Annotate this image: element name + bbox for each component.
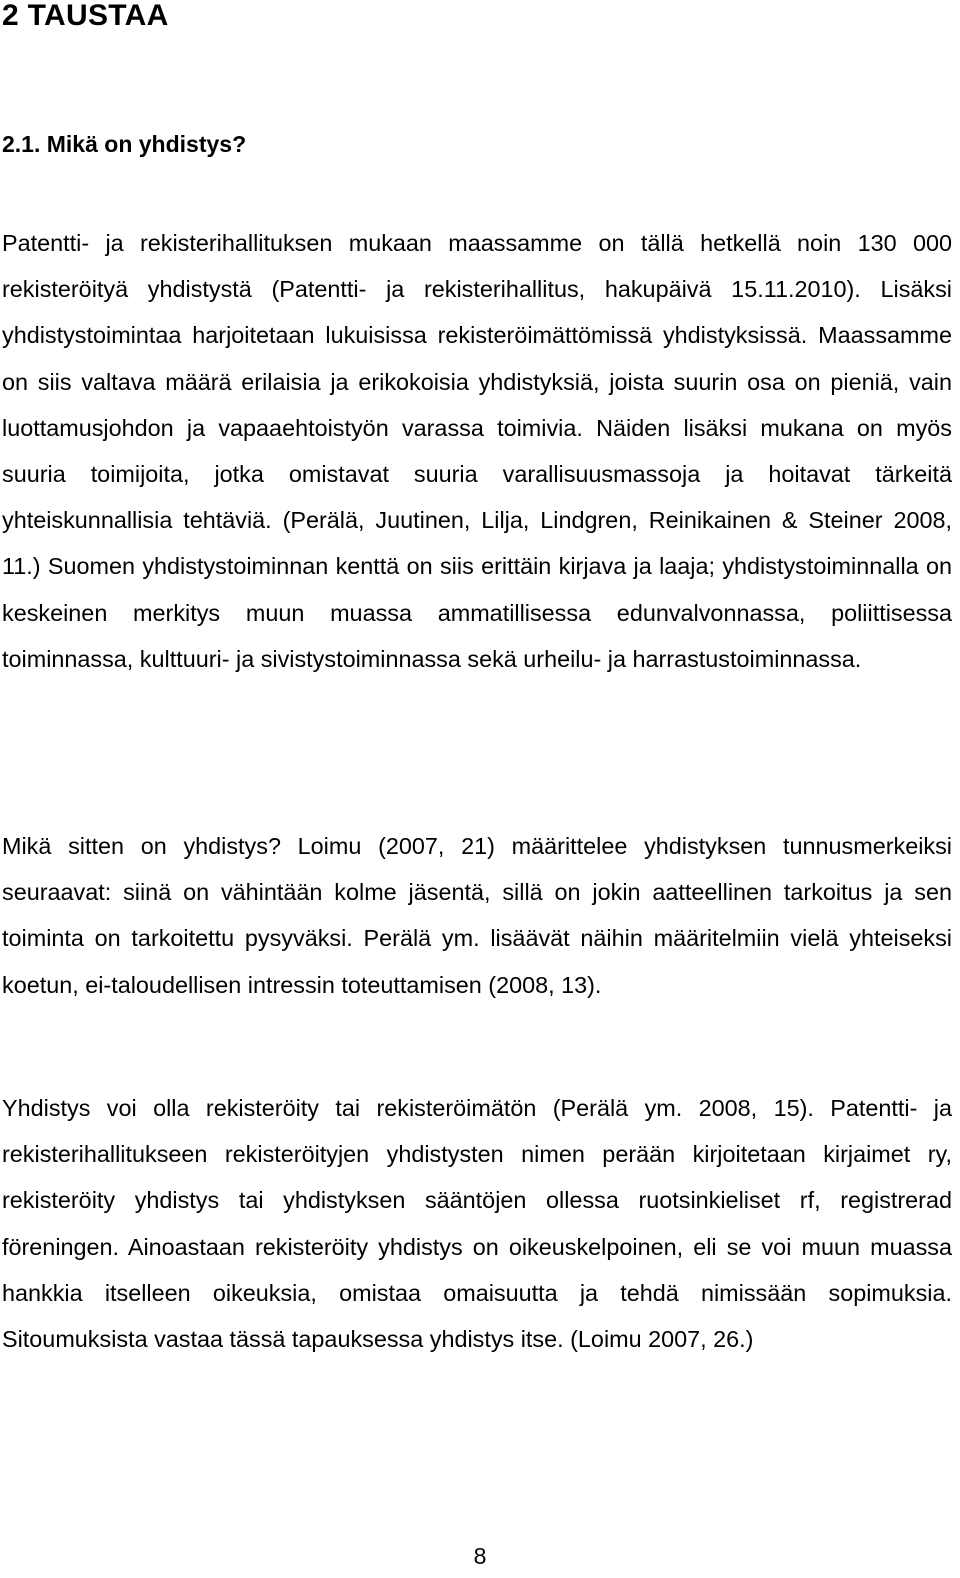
paragraph-registered-associations: Patentti- ja rekisterihallituksen mukaan maassamme on tällä hetkellä noin 130 000 rekisteröityä yhdistystä (Patentti- ja rekisterihallitus, hakupäivä 15.11.2010). Lisäksi yhdistystoimintaa harjoitetaan lukuisissa rekisteröimättömissä yhdistyksissä. Maassamme on siis valtava määrä erilaisia ja erikokoisia yhdistyksiä, joista suurin osa on pieniä, vain luottamusjohdon ja vapaaehtoistyön varassa toimivia. Näiden lisäksi mukana on myös suuria toimijoita, jotka omistavat suuria varallisuusmassoja ja hoitavat tärkeitä yhteiskunnallisia tehtäviä. (Perälä, Juutinen, Lilja, Lindgren, Reinikainen & Steiner 2008, 11.) Suomen yhdistystoiminnan kenttä on siis erittäin kirjava ja laaja; yhdistystoiminnalla on keskeinen merkitys muun muassa ammatillisessa edunvalvonnassa, poliittisessa toiminnassa, kulttuuri- ja sivistystoiminnassa sekä urheilu- ja harrastustoiminnassa. — [2, 230, 952, 672]
paragraph-registration: Yhdistys voi olla rekisteröity tai rekisteröimätön (Perälä ym. 2008, 15). Patentti- ja rekisterihallitukseen rekisteröityjen yhdistysten nimen perään kirjoitetaan kirjaimet ry, rekisteröity yhdistys tai yhdistyksen sääntöjen ollessa ruotsinkieliset rf, registrerad föreningen. Ainoastaan rekisteröity yhdistys on oikeuskelpoinen, eli se voi muun muassa hankkia itselleen oikeuksia, omistaa omaisuutta ja tehdä nimissään sopimuksia. Sitoumuksista vastaa tässä tapauksessa yhdistys itse. (Loimu 2007, 26.) — [2, 1095, 952, 1353]
chapter-heading: 2 TAUSTAA — [2, 0, 169, 32]
section-heading: 2.1. Mikä on yhdistys? — [2, 131, 247, 157]
page-number: 8 — [473, 1543, 487, 1569]
paragraph-definition: Mikä sitten on yhdistys? Loimu (2007, 21) määrittelee yhdistyksen tunnusmerkeiksi seuraavat: siinä on vähintään kolme jäsentä, sillä on jokin aatteellinen tarkoitus ja sen toiminta on tarkoitettu pysyväksi. Perälä ym. lisäävät näihin määritelmiin vielä yhteiseksi koetun, ei-taloudellisen intressin toteuttamisen (2008, 13). — [2, 833, 952, 998]
